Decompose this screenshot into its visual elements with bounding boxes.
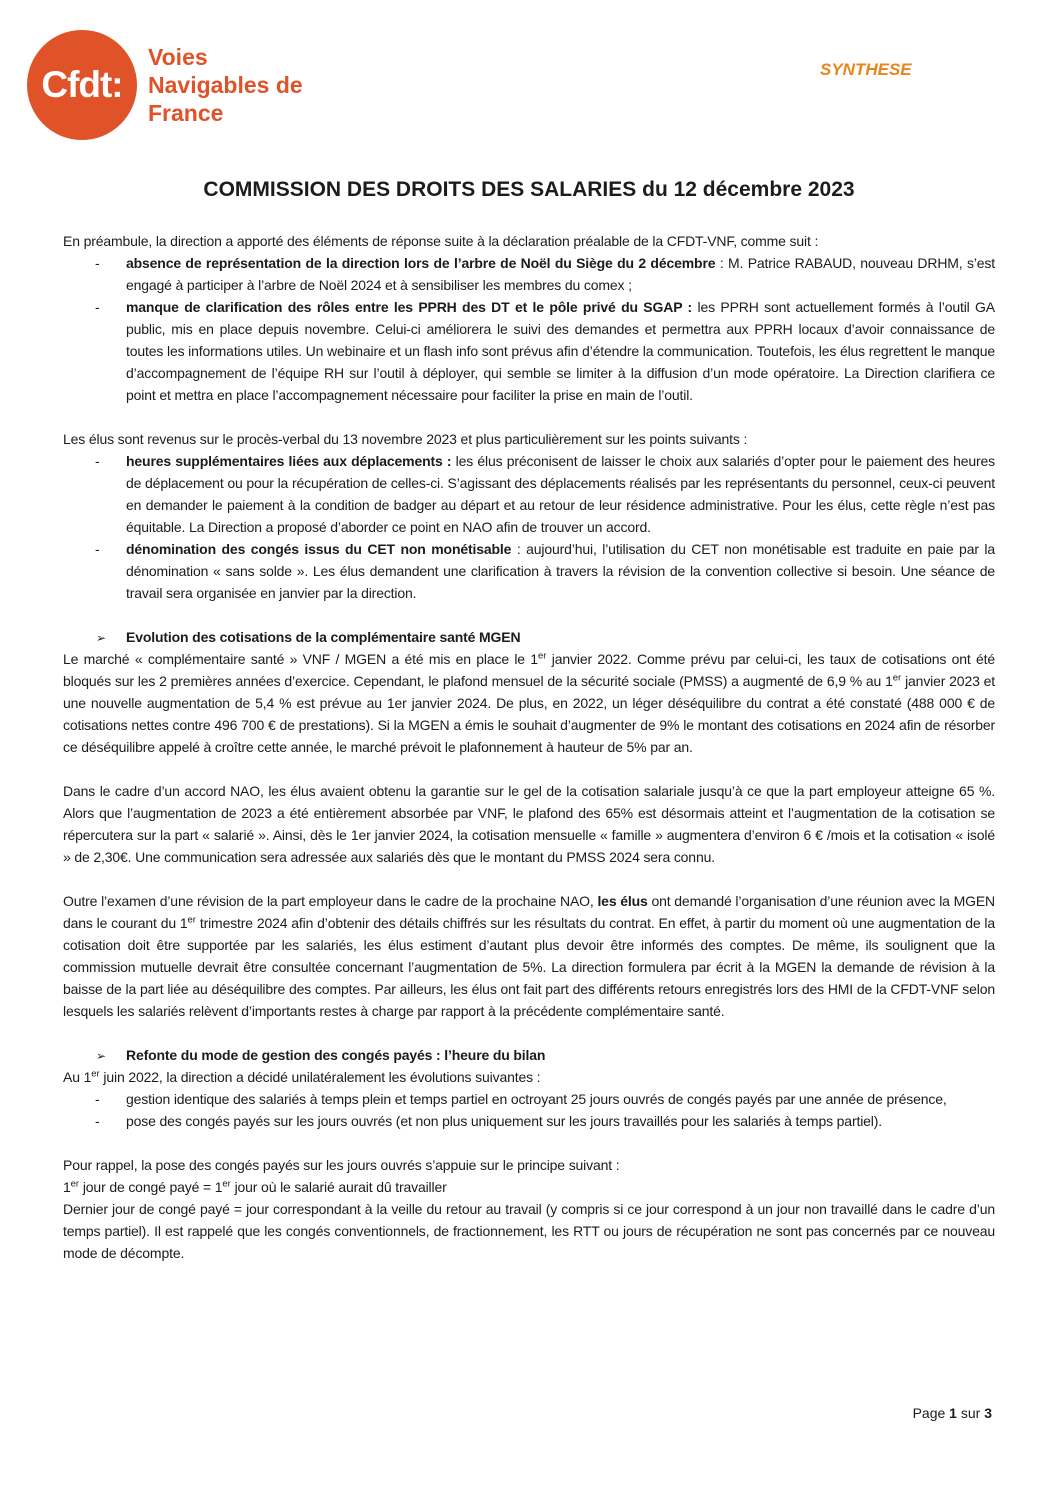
paragraph-accord-nao <box>63 780 995 868</box>
arrow-bullet-icon: ➢ <box>96 1049 106 1063</box>
text-run: Refonte du mode de gestion des congés payés : l’heure du bilan <box>126 1047 546 1063</box>
paragraph-revision-part-employeur <box>63 890 995 1022</box>
arrow-bullet-icon: ➢ <box>96 631 106 645</box>
paragraph-pour-rappel <box>63 1154 995 1176</box>
section-heading-conges-payes <box>63 1044 995 1066</box>
text-run: dénomination des congés issus du CET non monétisable <box>126 541 512 557</box>
text-run: absence de représentation de la direction lors de l’arbre de Noël du Siège du 2 décembre <box>126 255 716 271</box>
text-run: er <box>537 650 547 662</box>
text-run: Au 1 <box>63 1069 92 1085</box>
text-run: Le marché « complémentaire santé » VNF / MGEN a été mis en place le 1 <box>63 651 538 667</box>
text-run: er <box>70 1178 80 1190</box>
text-run: En préambule, la direction a apporté des éléments de réponse suite à la déclaration préalable de la CFDT-VNF, comme suit : <box>63 233 819 249</box>
logo-org-line: Navigables de <box>148 72 303 98</box>
bullet-item-heures-supplementaires <box>63 450 995 538</box>
page-title: COMMISSION DES DROITS DES SALARIES du 12 décembre 2023 <box>203 178 855 201</box>
page-number <box>913 1405 992 1421</box>
cfdt-vnf-logo <box>27 30 303 140</box>
paragraph-preambule <box>63 230 995 252</box>
logo-org-name <box>148 43 303 127</box>
text-run: les élus <box>597 893 648 909</box>
text-run: les PPRH sont actuellement formés à l’outil GA public, mis en place depuis novembre. Celui-ci améliorera le suivi des demandes et permettra aux PPRH locaux d’avoir connaissance de toutes les informations utiles. Un webinaire et un flash info sont prévus afin d’étendre la communication. Toutefois, les élus regrettent le manque d’accompagnement de l’équipe RH sur l’outil à déployer, qui semble se limiter à la diffusion d’un mode opératoire. La Direction clarifiera ce point et mettra en place l’accompagnement nécessaire pour faciliter la prise en main de l’outil. <box>126 299 995 403</box>
text-run: sur <box>956 1405 985 1421</box>
bullet-dash: - <box>95 299 100 315</box>
paragraph-dernier-jour <box>63 1198 995 1264</box>
text-run: Pour rappel, la pose des congés payés sur les jours ouvrés s’appuie sur le principe suivant : <box>63 1157 620 1173</box>
text-run: jour où le salarié aurait dû travailler <box>230 1179 447 1195</box>
document-body <box>0 202 1058 1264</box>
bullet-text <box>126 299 995 403</box>
text-run: 1 <box>949 1405 957 1421</box>
paragraph-proces-verbal <box>63 428 995 450</box>
bullet-text <box>126 1113 882 1129</box>
bullet-dash: - <box>95 453 100 469</box>
text-run: 1 <box>63 1179 71 1195</box>
bullet-text <box>126 1091 947 1107</box>
section-heading-text <box>126 1047 545 1063</box>
text-run: Evolution des cotisations de la complémentaire santé MGEN <box>126 629 521 645</box>
logo-org-line: France <box>148 100 224 126</box>
text-run: er <box>892 672 902 684</box>
bullet-text <box>126 255 995 293</box>
logo-org-line: Voies <box>148 44 208 70</box>
bullet-item-gestion-identique <box>63 1088 995 1110</box>
text-run: : M. Patrice RABAUD, nouveau DRHM, s’est engagé à participer à l’arbre de Noël 2024 et à sensibiliser les membres du comex ; <box>126 255 996 293</box>
cfdt-logo-circle <box>27 30 137 140</box>
text-run: janvier 2023 et une nouvelle augmentation de 5,4 % est prévue au 1er janvier 2024. De plus, en 2022, un léger déséquilibre du contrat a été constaté (488 000 € de cotisations nettes contre 496 700 € de prestations). Si la MGEN a émis le souhait d’augmenter de 9% le montant des cotisations en 2024 afin de résorber ce déséquilibre appelé à croître cette année, le marché prévoit le plafonnement à hauteur de 5% par an. <box>63 673 995 755</box>
text-run: gestion identique des salariés à temps plein et temps partiel en octroyant 25 jours ouvrés de congés payés par une année de présence, <box>126 1091 947 1107</box>
text-run: Page <box>912 1405 950 1421</box>
section-heading-text <box>126 629 520 645</box>
text-run: ont demandé l’organisation d’une réunion avec la MGEN dans le courant du 1 <box>63 893 995 931</box>
text-run: janvier 2022. Comme prévu par celui-ci, les taux de cotisations ont été bloqués sur les 2 premières années d’exercice. Cependant, le plafond mensuel de la sécurité sociale (PMSS) a augmenté de 6,9 % au 1 <box>63 651 995 689</box>
text-run: heures supplémentaires liées aux déplacements : <box>126 453 456 469</box>
text-run: 3 <box>984 1405 992 1421</box>
text-run: Les élus sont revenus sur le procès-verbal du 13 novembre 2023 et plus particulièrement sur les points suivants : <box>63 431 748 447</box>
text-run: er <box>222 1178 231 1190</box>
bullet-item-clarification-pprh <box>63 296 995 406</box>
text-run: trimestre 2024 afin d’obtenir des détails chiffrés sur les résultats du contrat. En effet, à partir du moment où une augmentation de la cotisation doit être supportée par les salariés, les élus estiment d’autant plus devoir être informés des comptes. De même, ils soulignent que la commission mutuelle devrait être consultée concernant l’augmentation de 5%. La direction formulera par écrit à la MGEN la demande de révision à la baisse de la part liée au déséquilibre des comptes. Par ailleurs, les élus ont fait part des différents retours enregistrés lors des HMI de la CFDT-VNF selon lesquels les salariés relèvent d’importants restes à charge par rapport à la précédente complémentaire santé. <box>63 915 995 1019</box>
synthese-tag: SYNTHESE <box>820 60 912 79</box>
bullet-text <box>126 541 995 601</box>
bullet-item-denomination-cet <box>63 538 995 604</box>
text-run: er <box>187 914 196 926</box>
text-run: jour de congé payé = 1 <box>79 1179 223 1195</box>
text-run: les élus préconisent de laisser le choix aux salariés d’opter pour le paiement des heures de déplacement ou pour la récupération de celles-ci. S’agissant des déplacements réalisés par les représentants du personnel, ceux-ci peuvent en demander le paiement à la condition de badger au départ et au retour de leur résidence administrative. Pour les élus, cette règle n’est pas équitable. La Direction a proposé d’aborder ce point en NAO afin de trouver un accord. <box>126 453 995 535</box>
bullet-dash: - <box>95 541 100 557</box>
bullet-dash: - <box>95 255 100 271</box>
text-run: er <box>91 1068 100 1080</box>
paragraph-marche-mgen <box>63 648 995 758</box>
text-run: : aujourd’hui, l’utilisation du CET non monétisable est traduite en paie par la dénomination « sans solde ». Les élus demandent une clarification à travers la révision de la convention collective si besoin. Une séance de travail sera organisée en janvier par la direction. <box>126 541 995 601</box>
bullet-dash: - <box>95 1091 100 1107</box>
text-run: pose des congés payés sur les jours ouvrés (et non plus uniquement sur les jours travaillés pour les salariés à temps partiel). <box>126 1113 883 1129</box>
bullet-text <box>126 453 995 535</box>
cfdt-logo-text: Cfdt: <box>41 64 123 105</box>
paragraph-premier-jour <box>63 1176 995 1198</box>
text-run: juin 2022, la direction a décidé unilatéralement les évolutions suivantes : <box>99 1069 541 1085</box>
text-run: Dernier jour de congé payé = jour correspondant à la veille du retour au travail (y compris si ce jour correspond à un jour non travaillé dans le cadre d’un temps partiel). Il est rappelé que les congés conventionnels, de fractionnement, les RTT ou jours de récupération ne sont pas concernés par ce nouveau mode de décompte. <box>63 1201 995 1261</box>
text-run: Outre l’examen d’une révision de la part employeur dans le cadre de la prochaine NAO, <box>63 893 598 909</box>
paragraph-juin-2022 <box>63 1066 995 1088</box>
text-run: manque de clarification des rôles entre les PPRH des DT et le pôle privé du SGAP : <box>126 299 698 315</box>
section-heading-mgen <box>63 626 995 648</box>
bullet-item-absence-noel <box>63 252 995 296</box>
bullet-dash: - <box>95 1113 100 1129</box>
bullet-item-pose-conges <box>63 1110 995 1132</box>
document-header <box>0 0 1058 150</box>
text-run: Dans le cadre d’un accord NAO, les élus avaient obtenu la garantie sur le gel de la cotisation salariale jusqu’à ce que la part employeur atteigne 65 %. Alors que l’augmentation de 2023 a été entièrement absorbée par VNF, le plafond des 65% est désormais atteint et l’augmentation de la cotisation se répercutera sur la part « salarié ». Ainsi, dès le 1er janvier 2024, la cotisation mensuelle « famille » augmentera d’environ 6 € /mois et la cotisation « isolé » de 2,30€. Une communication sera adressée aux salariés dès que le montant du PMSS 2024 sera connu. <box>63 783 995 865</box>
